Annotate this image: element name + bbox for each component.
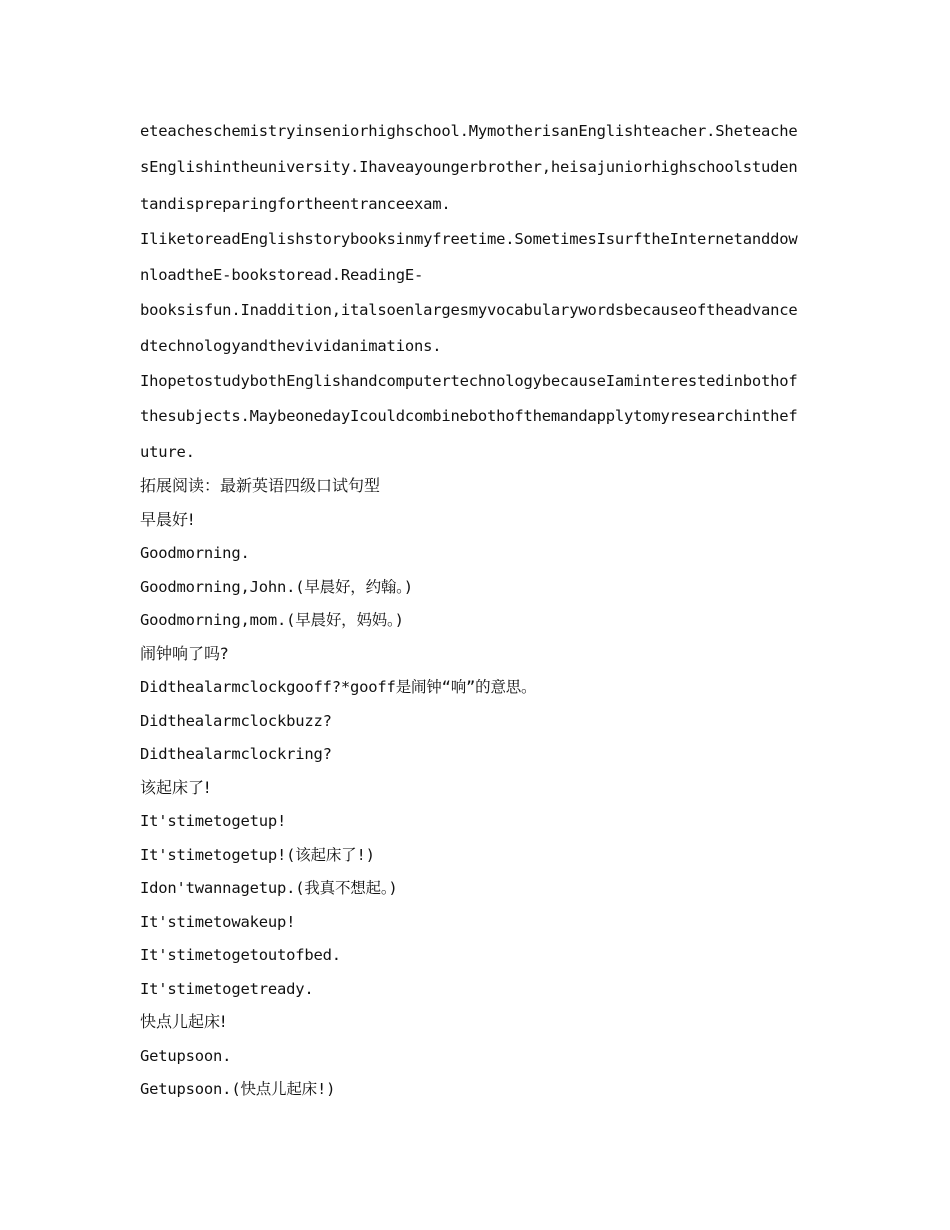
phrase-line: Getupsoon.(快点儿起床!) xyxy=(140,1080,336,1098)
phrase-line: It'stimetowakeup! xyxy=(140,913,296,931)
phrase-line: 闹钟响了吗? xyxy=(140,644,229,663)
phrase-line: 早晨好! xyxy=(140,510,195,529)
phrase-line: Didthealarmclockgooff?*gooff是闹钟“响”的意思。 xyxy=(140,678,537,696)
paragraph-line: eteacheschemistryinseniorhighschool.MymotherisanEnglishteacher.Sheteache xyxy=(140,122,798,140)
paragraph-line: tandispreparingfortheentranceexam. xyxy=(140,195,451,213)
phrase-line: Didthealarmclockbuzz? xyxy=(140,712,332,730)
phrase-line: Idon'twannagetup.(我真不想起。) xyxy=(140,879,398,897)
phrase-line: Goodmorning,mom.(早晨好，妈妈。) xyxy=(140,611,404,629)
phrase-line: Goodmorning. xyxy=(140,544,250,562)
paragraph-line: nloadtheE-bookstoread.ReadingE- xyxy=(140,266,424,284)
paragraph-line: uture. xyxy=(140,443,195,461)
phrase-line: 该起床了! xyxy=(140,778,211,797)
phrase-line: It'stimetogetup!(该起床了!) xyxy=(140,846,375,864)
paragraph-line: thesubjects.MaybeonedayIcouldcombinebothofthemandapplytomyresearchinthef xyxy=(140,407,798,425)
phrase-line: It'stimetogetup! xyxy=(140,812,287,830)
phrase-line: Didthealarmclockring? xyxy=(140,745,332,763)
phrase-line: It'stimetogetready. xyxy=(140,980,314,998)
extended-reading-heading: 拓展阅读：最新英语四级口试句型 xyxy=(140,476,381,495)
phrase-line: Getupsoon. xyxy=(140,1047,232,1065)
phrase-line: Goodmorning,John.(早晨好，约翰。) xyxy=(140,578,413,596)
phrase-line: It'stimetogetoutofbed. xyxy=(140,946,341,964)
paragraph-line: booksisfun.Inaddition,italsoenlargesmyvocabularywordsbecauseoftheadvance xyxy=(140,301,798,319)
paragraph-line: sEnglishintheuniversity.Ihaveayoungerbrother,heisajuniorhighschoolstuden xyxy=(140,158,798,176)
paragraph-line: IliketoreadEnglishstorybooksinmyfreetime.SometimesIsurftheInternetanddow xyxy=(140,230,798,248)
paragraph-line: dtechnologyandthevividanimations. xyxy=(140,337,442,355)
paragraph-line: IhopetostudybothEnglishandcomputertechnologybecauseIaminterestedinbothof xyxy=(140,372,798,390)
phrase-line: 快点儿起床! xyxy=(140,1012,227,1031)
